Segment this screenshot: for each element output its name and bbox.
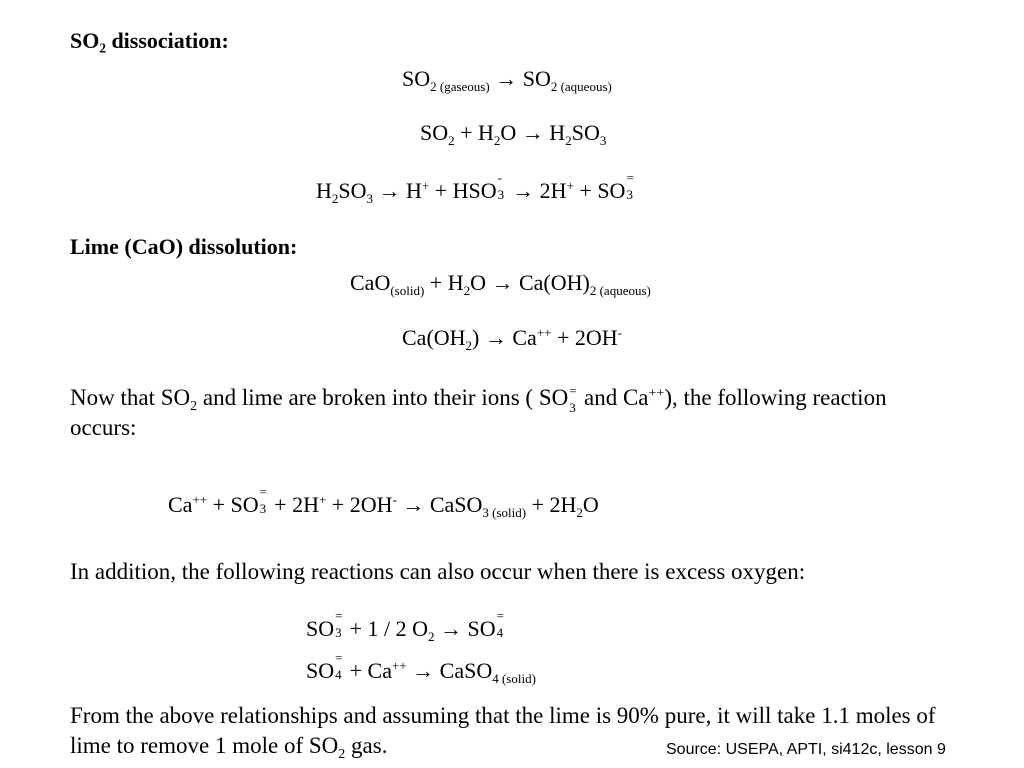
eq6-part: + SO [207,492,259,517]
eq1-sub: 2 (gaseous) [430,79,490,94]
eq6-part: + 2H [268,492,319,517]
eq3-charge-bot: 3 [497,187,505,202]
paragraph-ions [70,382,910,443]
eq5-part: ) → Ca [472,325,537,350]
eq8-part: SO [306,658,335,683]
eq3-sup: + [566,178,574,193]
eq3-sub: 2 [331,191,339,206]
source-citation: Source: USEPA, APTI, si412c, lesson 9 [666,741,946,758]
eq3-part: + HSO [429,178,497,203]
eq4-sub: 2 [463,283,471,298]
eq4-part: CaO [350,270,391,295]
eq8-charge-top: = [335,650,343,665]
eq3-charge-bot: 3 [626,187,633,202]
heading-so2-dissociation: SO₂ dissociation: [70,28,229,53]
eq4-sub: (solid) [390,283,425,298]
eq7-sub: 2 [428,629,435,644]
eq6-sub: 2 [576,505,583,520]
eq4-part: O → Ca(OH) [470,270,590,295]
eq2-part: O → H [500,120,566,145]
eq7-part: SO [306,616,335,641]
eq7-part: + 1 / 2 O [344,616,429,641]
eq6-part: O [582,492,599,517]
eq3-charge-top: - [497,170,503,185]
eq2-part: SO [571,120,600,145]
eq3-charge [625,170,635,202]
p1-sub: 2 [190,399,198,414]
eq8-part: → CaSO [406,658,493,683]
eq6-charge-top: = [259,484,267,499]
p1-text: Now that SO [70,385,191,410]
eq8-charge-bot: 4 [335,667,342,682]
eq7-charge-bot: 3 [335,625,342,640]
eq6-charge-bot: 3 [259,501,267,516]
eq6-sub: 3 (solid) [482,505,527,520]
eq5-part: Ca(OH [402,325,466,350]
eq6-part: + 2H [526,492,577,517]
eq3-sup: + [421,178,430,193]
eq7-charge-bot: 4 [496,625,504,640]
p3-sub: 2 [338,747,346,762]
eq7-charge [334,608,344,640]
eq6-part: → CaSO [396,492,483,517]
eq7-charge [496,608,506,640]
eq6-charge [259,484,269,516]
p1-charge-top: = [569,383,577,398]
p3-text: gas. [345,733,388,758]
equation-so3-oxidation [306,608,506,644]
eq7-charge-top: = [496,608,505,623]
p3-text: From the above relationships and assuming that the lime is 90% pure, it will take 1.1 moles of lime to remove 1 mole of SO [70,703,936,758]
p1-text: and Ca [578,385,649,410]
eq3-part: + SO [573,178,626,203]
eq6-part: Ca [168,492,193,517]
eq5-sup: ++ [536,325,552,340]
eq2-sub: 3 [599,133,607,148]
p1-charge-bot: 3 [569,400,576,415]
eq4-part: + H [424,270,464,295]
equation-cao-water [350,270,651,296]
eq6-sup: + [318,492,327,507]
equation-caso3-formation [168,484,599,520]
p1-sup: ++ [648,386,665,401]
heading-lime-dissolution: Lime (CaO) dissolution: [70,234,298,259]
eq3-part: → 2H [506,178,567,203]
p1-charge [568,382,578,415]
eq1-arrow: → [495,66,518,91]
eq5-sup: - [617,325,623,340]
eq2-part: SO [420,120,449,145]
equation-h2so3-dissociation [316,170,635,206]
eq2-sub: 2 [448,133,455,148]
eq3-charge-top: = [626,170,634,185]
eq5-part: + 2OH [551,325,618,350]
equation-caoh2-dissociation [402,325,622,351]
eq4-sub: 2 (aqueous) [589,283,651,298]
eq3-charge [497,170,507,202]
eq5-sub: 2 [465,338,473,353]
eq6-part: + 2OH [326,492,393,517]
eq1-term: SO [522,66,551,91]
eq3-part: H [316,178,332,203]
eq6-sup: - [392,492,397,507]
p1-text: and lime are broken into their ions ( SO [197,385,569,410]
eq8-charge [334,650,344,682]
eq3-part: SO [338,178,367,203]
eq1-sub: 2 (aqueous) [550,79,612,94]
equation-caso4-formation [306,650,536,686]
eq3-part: → H [373,178,422,203]
eq2-sub: 2 [493,133,501,148]
eq2-part: + H [454,120,494,145]
equation-so2-water [420,120,606,146]
eq1-term: SO [402,66,431,91]
eq2-sub: 2 [565,133,572,148]
eq7-part: → SO [434,616,496,641]
eq8-sub: 4 (solid) [492,671,536,686]
eq7-charge-top: = [335,608,343,623]
eq8-part: + Ca [344,658,392,683]
eq8-sup: ++ [391,658,407,673]
eq6-sup: ++ [192,492,208,507]
eq3-sub: 3 [366,191,374,206]
p1-text: ), the following reaction occurs: [70,385,887,440]
equation-so2-gas-to-aqueous [402,66,612,92]
paragraph-excess-oxygen: In addition, the following reactions can also occur when there is excess oxygen: [70,559,806,584]
